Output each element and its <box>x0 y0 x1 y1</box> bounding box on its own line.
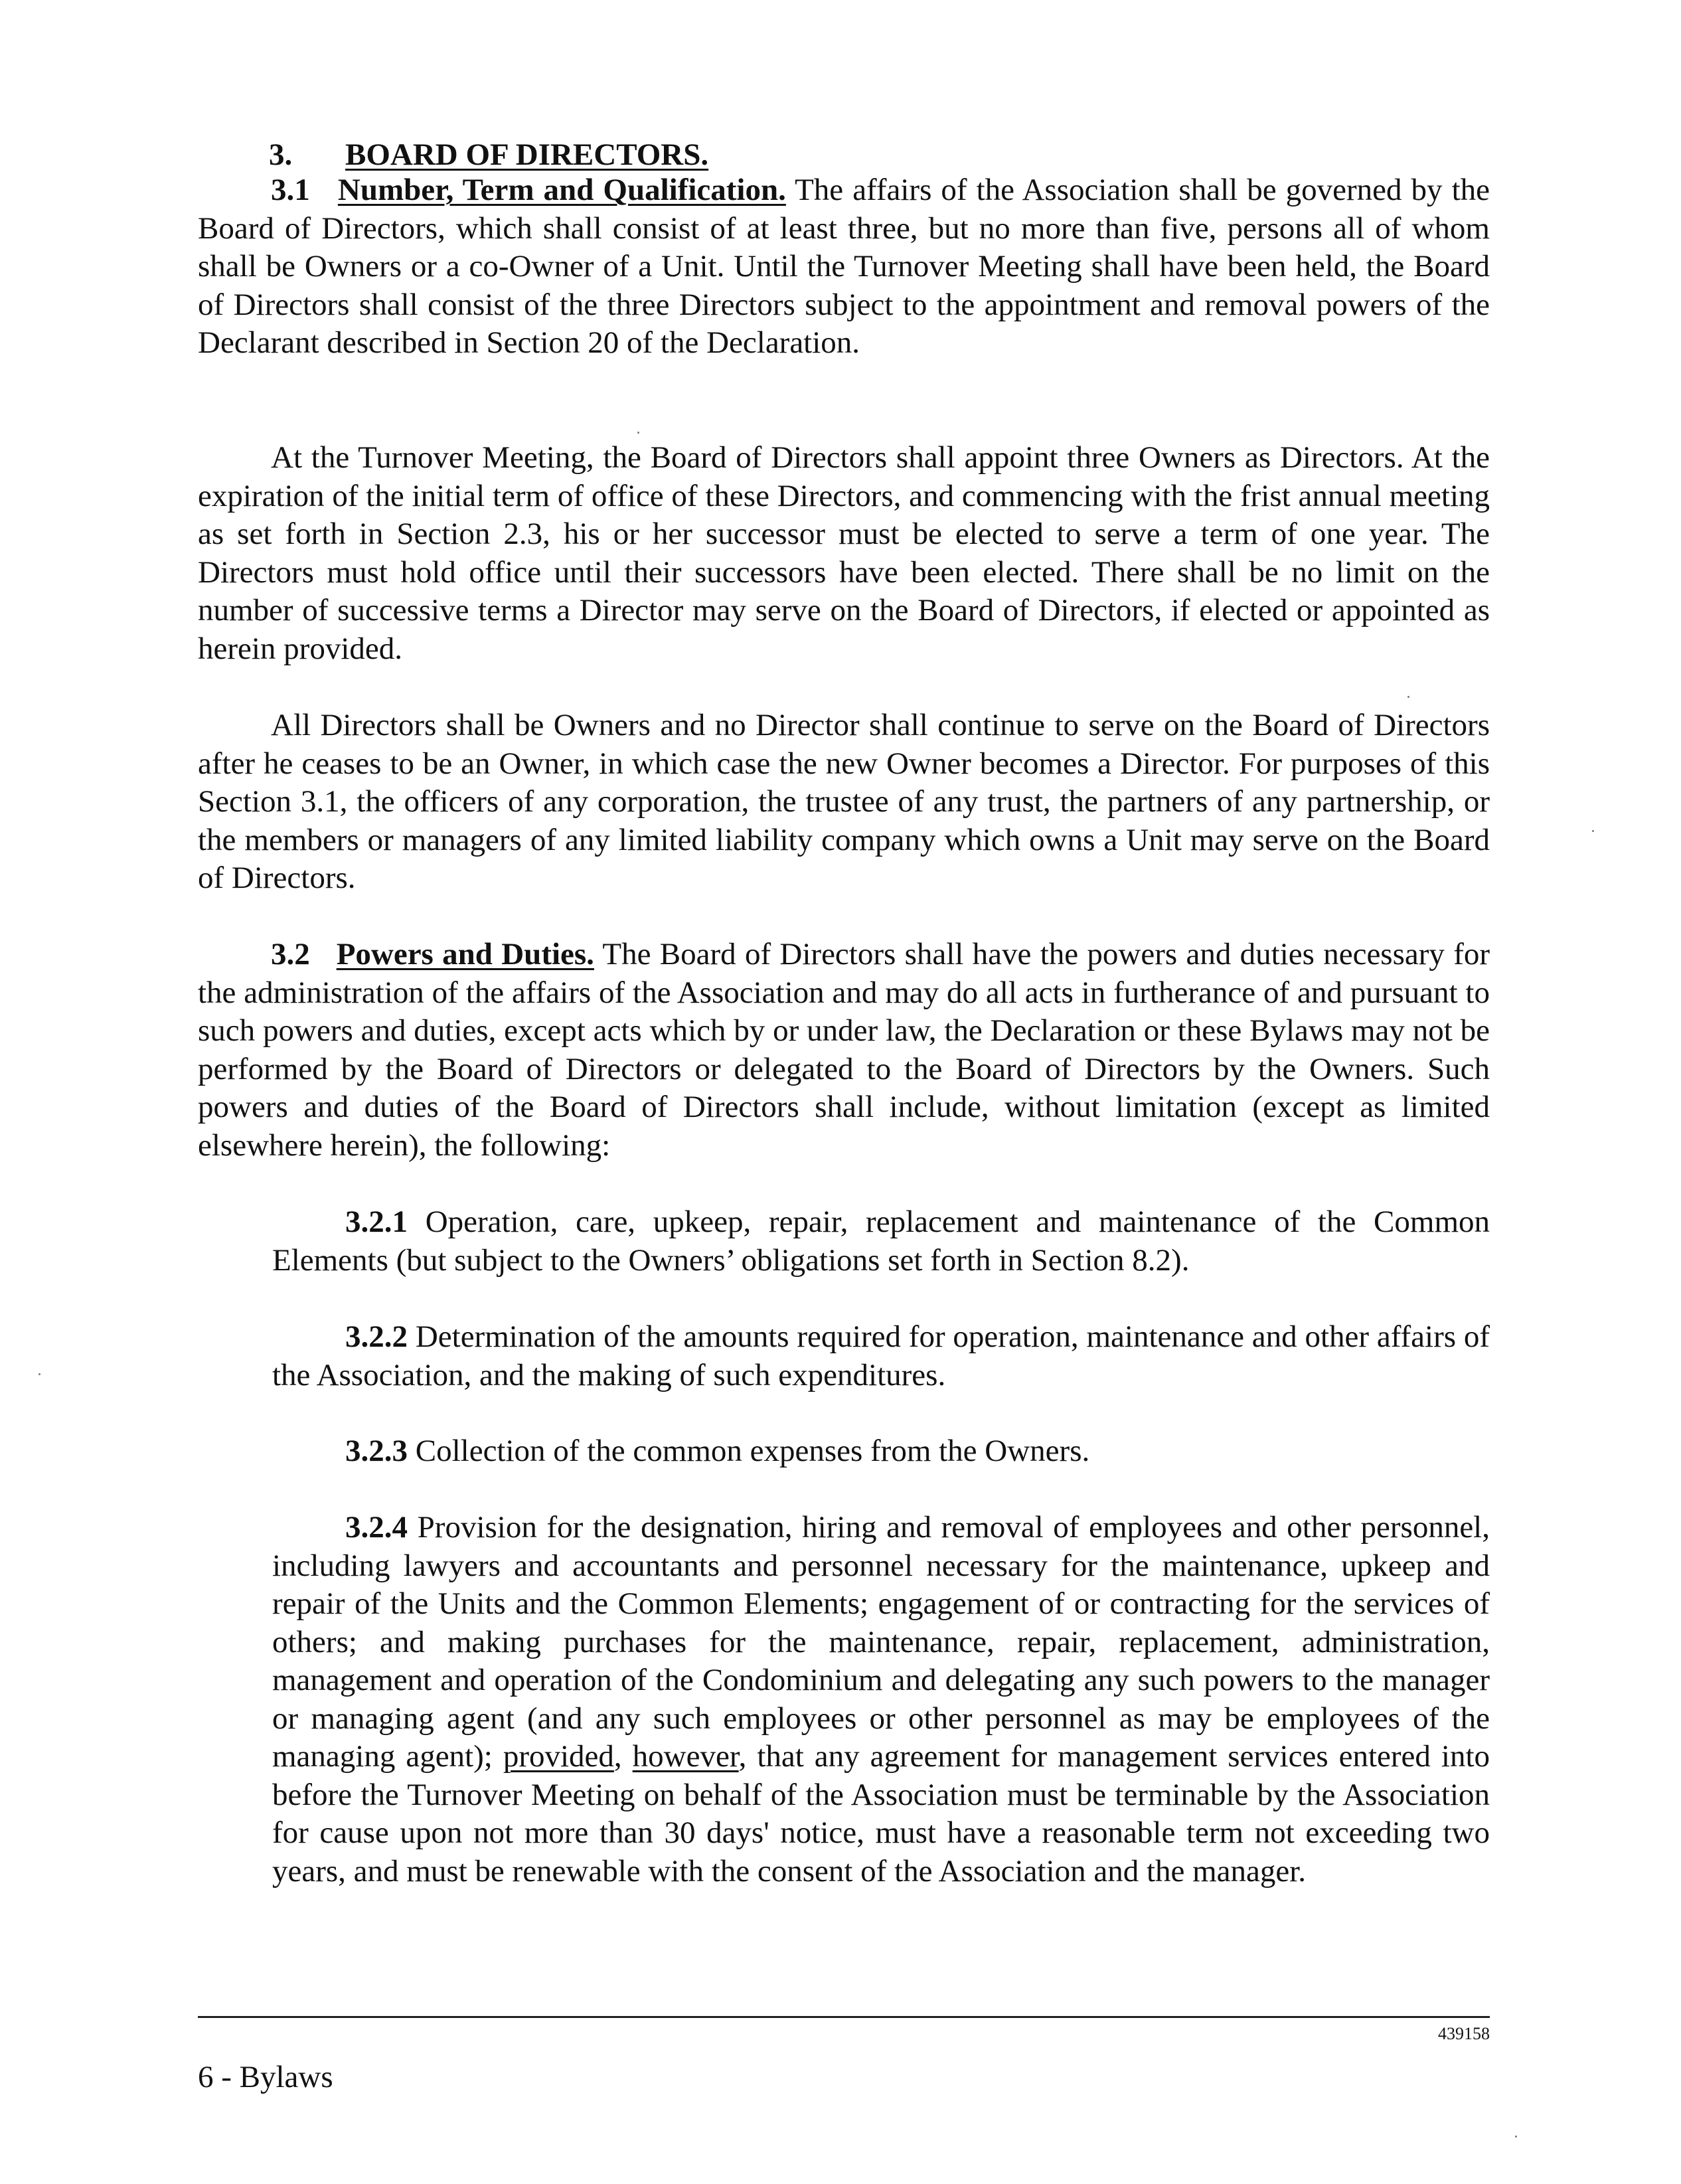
item-3-2-4 <box>272 1509 1490 1890</box>
section-3-2-paragraph-1 <box>198 936 1490 1165</box>
comma: , <box>613 1739 622 1774</box>
page-footer-label: 6 - Bylaws <box>198 2060 333 2094</box>
subsection-number: 3.1 <box>271 173 310 207</box>
item-3-2-3 <box>272 1432 1490 1471</box>
paragraph-text: The affairs of the Association shall be governed by the Board of Directors, which shall consist of at least three, but no more than five, persons all of whom shall be Owners or a co-Owner of a Unit. Until the Turnover Meeting shall have been held, the Board of Directors shall consist of the three Directors subject to the appointment and removal powers of the Declarant described in Section 20 of the Declaration. <box>198 173 1490 360</box>
subsection-title: Powers and Duties. <box>336 937 594 971</box>
item-number: 3.2.2 <box>345 1319 408 1354</box>
item-text: Provision for the designation, hiring and removal of employees and other personnel, including lawyers and accountants and personnel necessary for the maintenance, upkeep and repair of the Units and the Common Elements; engagement of or contracting for the services of others; and making purchases for the maintenance, repair, replacement, administration, management and operation of the Condominium and delegating any such powers to the manager or managing agent (and any such employees or other personnel as may be employees of the managing agent); <box>272 1510 1490 1774</box>
provided-term: provided <box>503 1739 614 1774</box>
however-term: however <box>632 1739 739 1774</box>
footer-rule <box>198 2016 1490 2018</box>
subsection-number: 3.2 <box>271 937 310 971</box>
section-3-1-paragraph-2 <box>198 439 1490 668</box>
scan-speck <box>39 1373 40 1375</box>
scan-speck <box>1407 696 1409 698</box>
paragraph-text: At the Turnover Meeting, the Board of Directors shall appoint three Owners as Directors. At the expiration of the initial term of office of these Directors, and commencing with the frist annual meeting as set forth in Section 2.3, his or her successor must be elected to serve a term of one year. The Directors must hold office until their successors have been elected. There shall be no limit on the number of successive terms a Director may serve on the Board of Directors, if elected or appointed as herein provided. <box>198 440 1490 666</box>
section-number: 3. <box>269 137 293 172</box>
paragraph-text: The Board of Directors shall have the powers and duties necessary for the administration of the affairs of the Association and may do all acts in furtherance of and pursuant to such powers and duties, except acts which by or under law, the Declaration or these Bylaws may not be performed by the Board of Directors or delegated to the Board of Directors by the Owners. Such powers and duties of the Board of Directors shall include, without limitation (except as limited elsewhere herein), the following: <box>198 937 1490 1163</box>
item-number: 3.2.4 <box>345 1510 408 1545</box>
section-3-1-paragraph-3 <box>198 707 1490 898</box>
paragraph-text: All Directors shall be Owners and no Director shall continue to serve on the Board of Directors after he ceases to be an Owner, in which case the new Owner becomes a Director. For purposes of this Section 3.1, the officers of any corporation, the trustee of any trust, the partners of any partnership, or the members or managers of any limited liability company which owns a Unit may serve on the Board of Directors. <box>198 708 1490 895</box>
document-number: 439158 <box>1438 2024 1490 2043</box>
item-text: Operation, care, upkeep, repair, replacement and maintenance of the Common Elements (but subject to the Owners’ obligations set forth in Section 8.2). <box>272 1205 1490 1278</box>
item-number: 3.2.3 <box>345 1434 408 1468</box>
section-title: BOARD OF DIRECTORS. <box>345 137 709 172</box>
section-3-1-paragraph-1 <box>198 171 1490 363</box>
scan-speck <box>1592 830 1594 832</box>
scan-speck <box>637 432 639 434</box>
item-text-continued: , that any agreement for management services entered into before the Turnover Meeting on behalf of the Association must be terminable by the Association for cause upon not more than 30 days' notice, must have a reasonable term not exceeding two years, and must be renewable with the consent of the Association and the manager. <box>272 1739 1490 1889</box>
item-number: 3.2.1 <box>345 1205 408 1239</box>
subsection-title: Number, Term and Qualification. <box>337 173 786 207</box>
item-3-2-2 <box>272 1318 1490 1394</box>
item-3-2-1 <box>272 1203 1490 1280</box>
scan-speck <box>1515 2136 1517 2138</box>
section-heading <box>269 136 708 175</box>
item-text: Collection of the common expenses from the Owners. <box>415 1434 1090 1468</box>
item-text: Determination of the amounts required for operation, maintenance and other affairs of the Association, and the making of such expenditures. <box>272 1319 1490 1392</box>
